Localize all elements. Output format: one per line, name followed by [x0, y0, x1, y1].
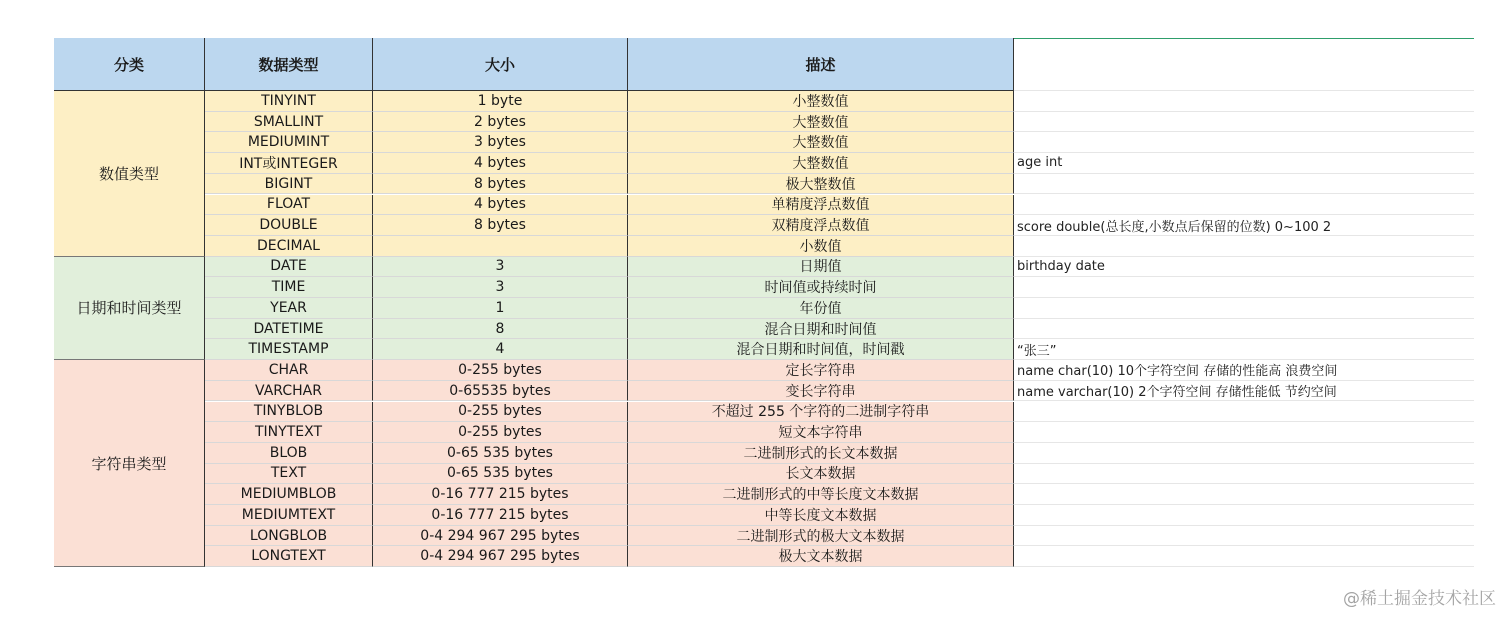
- type-cell: FLOAT: [205, 195, 373, 216]
- description-cell: 不超过 255 个字符的二进制字符串: [628, 402, 1014, 423]
- note-cell: “张三”: [1014, 339, 1474, 360]
- note-cell: [1014, 91, 1474, 112]
- type-cell: TEXT: [205, 464, 373, 485]
- sheet-top-border: [1014, 38, 1474, 39]
- size-cell: 0-65535 bytes: [373, 381, 628, 402]
- description-cell: 大整数值: [628, 153, 1014, 174]
- type-cell: YEAR: [205, 298, 373, 319]
- size-cell: 8 bytes: [373, 215, 628, 236]
- note-cell: [1014, 484, 1474, 505]
- type-cell: LONGBLOB: [205, 526, 373, 547]
- size-header: 大小: [373, 38, 628, 91]
- note-cell: age int: [1014, 153, 1474, 174]
- type-cell: VARCHAR: [205, 381, 373, 402]
- note-cell: [1014, 298, 1474, 319]
- type-cell: CHAR: [205, 360, 373, 381]
- description-cell: 变长字符串: [628, 381, 1014, 402]
- type-cell: TINYBLOB: [205, 402, 373, 423]
- description-cell: 定长字符串: [628, 360, 1014, 381]
- size-cell: 1 byte: [373, 91, 628, 112]
- note-cell: [1014, 526, 1474, 547]
- description-cell: 二进制形式的长文本数据: [628, 443, 1014, 464]
- size-cell: 0-255 bytes: [373, 402, 628, 423]
- note-cell: [1014, 195, 1474, 216]
- description-cell: 二进制形式的极大文本数据: [628, 526, 1014, 547]
- note-cell: [1014, 132, 1474, 153]
- size-cell: [373, 236, 628, 257]
- type-cell: INT或INTEGER: [205, 153, 373, 174]
- type-cell: DECIMAL: [205, 236, 373, 257]
- note-cell: name char(10) 10个字符空间 存储的性能高 浪费空间: [1014, 360, 1474, 381]
- note-cell: [1014, 236, 1474, 257]
- size-cell: 0-4 294 967 295 bytes: [373, 526, 628, 547]
- description-cell: 混合日期和时间值，时间戳: [628, 339, 1014, 360]
- size-cell: 0-16 777 215 bytes: [373, 484, 628, 505]
- size-cell: 2 bytes: [373, 112, 628, 133]
- type-cell: BIGINT: [205, 174, 373, 195]
- data-types-table: [54, 38, 1474, 568]
- size-cell: 3 bytes: [373, 132, 628, 153]
- note-cell: [1014, 546, 1474, 567]
- note-cell: [1014, 402, 1474, 423]
- category-cell: 日期和时间类型: [54, 257, 205, 361]
- note-cell: [1014, 319, 1474, 340]
- description-cell: 时间值或持续时间: [628, 277, 1014, 298]
- note-cell: [1014, 277, 1474, 298]
- type-cell: SMALLINT: [205, 112, 373, 133]
- size-cell: 4 bytes: [373, 195, 628, 216]
- watermark: @稀土掘金技术社区: [1343, 589, 1496, 609]
- type-cell: LONGTEXT: [205, 546, 373, 567]
- type-cell: MEDIUMTEXT: [205, 505, 373, 526]
- description-cell: 长文本数据: [628, 464, 1014, 485]
- description-cell: 大整数值: [628, 132, 1014, 153]
- description-cell: 年份值: [628, 298, 1014, 319]
- size-cell: 8 bytes: [373, 174, 628, 195]
- size-cell: 3: [373, 257, 628, 278]
- note-cell: score double(总长度,小数点后保留的位数) 0~100 2: [1014, 215, 1474, 236]
- size-cell: 0-255 bytes: [373, 422, 628, 443]
- notes-header-area: [1014, 38, 1474, 91]
- description-cell: 双精度浮点数值: [628, 215, 1014, 236]
- note-cell: name varchar(10) 2个字符空间 存储性能低 节约空间: [1014, 381, 1474, 402]
- type-cell: MEDIUMINT: [205, 132, 373, 153]
- size-cell: 4 bytes: [373, 153, 628, 174]
- size-cell: 1: [373, 298, 628, 319]
- size-cell: 0-16 777 215 bytes: [373, 505, 628, 526]
- description-cell: 小数值: [628, 236, 1014, 257]
- description-cell: 单精度浮点数值: [628, 195, 1014, 216]
- size-cell: 8: [373, 319, 628, 340]
- type-cell: DATETIME: [205, 319, 373, 340]
- note-cell: [1014, 464, 1474, 485]
- category-cell: 字符串类型: [54, 360, 205, 567]
- note-cell: [1014, 422, 1474, 443]
- description-cell: 大整数值: [628, 112, 1014, 133]
- size-cell: 0-65 535 bytes: [373, 464, 628, 485]
- description-cell: 混合日期和时间值: [628, 319, 1014, 340]
- size-cell: 0-65 535 bytes: [373, 443, 628, 464]
- category-cell: 数值类型: [54, 91, 205, 257]
- type-cell: TINYTEXT: [205, 422, 373, 443]
- note-cell: [1014, 112, 1474, 133]
- description-cell: 极大文本数据: [628, 546, 1014, 567]
- description-cell: 极大整数值: [628, 174, 1014, 195]
- description-cell: 中等长度文本数据: [628, 505, 1014, 526]
- type-cell: TIME: [205, 277, 373, 298]
- note-cell: [1014, 174, 1474, 195]
- description-header: 描述: [628, 38, 1014, 91]
- type-cell: TIMESTAMP: [205, 339, 373, 360]
- note-cell: birthday date: [1014, 257, 1474, 278]
- type-cell: TINYINT: [205, 91, 373, 112]
- type-cell: DOUBLE: [205, 215, 373, 236]
- type-cell: MEDIUMBLOB: [205, 484, 373, 505]
- category-header: 分类: [54, 38, 205, 91]
- type-cell: BLOB: [205, 443, 373, 464]
- description-cell: 小整数值: [628, 91, 1014, 112]
- size-cell: 3: [373, 277, 628, 298]
- description-cell: 二进制形式的中等长度文本数据: [628, 484, 1014, 505]
- size-cell: 4: [373, 339, 628, 360]
- description-cell: 日期值: [628, 257, 1014, 278]
- note-cell: [1014, 443, 1474, 464]
- note-cell: [1014, 505, 1474, 526]
- type-header: 数据类型: [205, 38, 373, 91]
- size-cell: 0-4 294 967 295 bytes: [373, 546, 628, 567]
- type-cell: DATE: [205, 257, 373, 278]
- description-cell: 短文本字符串: [628, 422, 1014, 443]
- size-cell: 0-255 bytes: [373, 360, 628, 381]
